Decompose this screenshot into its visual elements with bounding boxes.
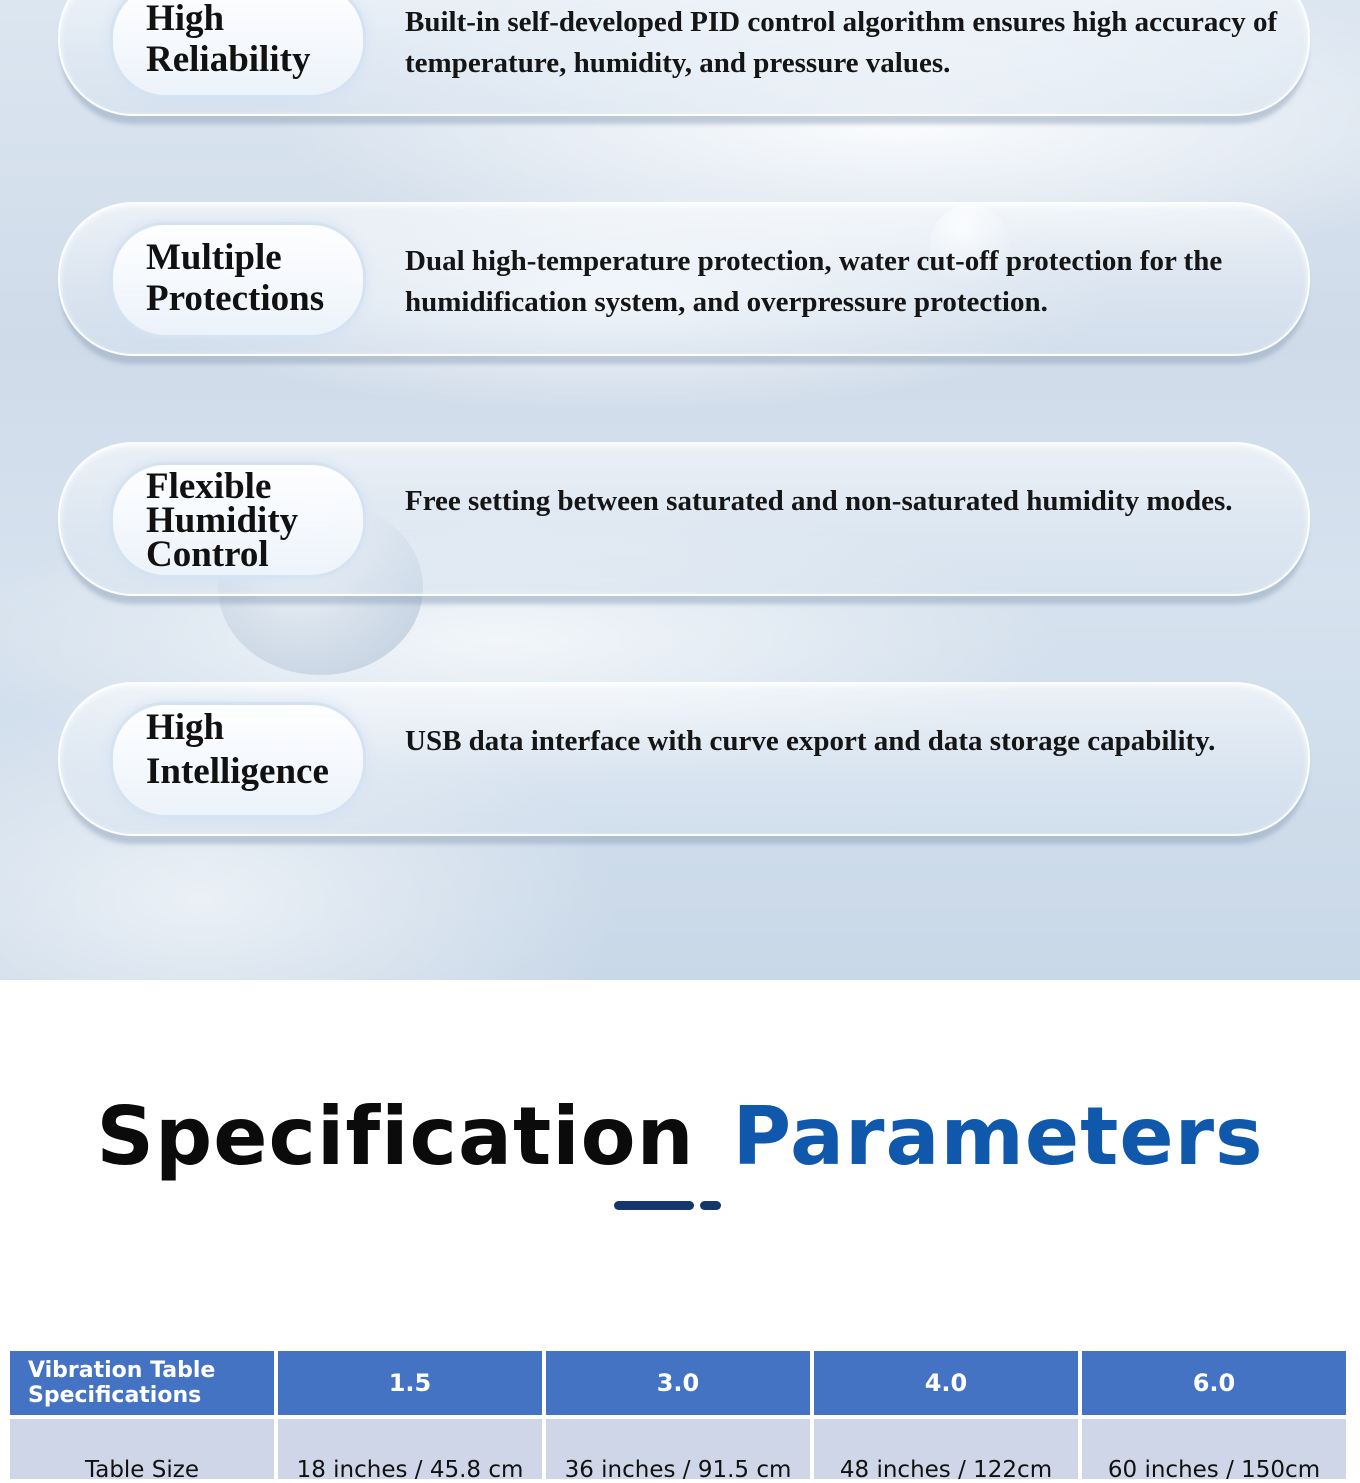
section-heading bbox=[0, 1090, 1360, 1183]
spec-header-cell: 6.0 bbox=[1082, 1351, 1346, 1415]
feature-description: Built-in self-developed PID control algorithm ensures high accuracy of temperature, humidity, and pressure values. bbox=[405, 6, 1278, 79]
spec-cell bbox=[1082, 1419, 1346, 1483]
feature-title-line: High bbox=[146, 0, 225, 39]
feature-title-line: High bbox=[146, 707, 225, 748]
feature-card-multiple-protections bbox=[58, 202, 1310, 356]
feature-title-line: Protections bbox=[146, 278, 325, 319]
heading-word-specification: Specification bbox=[96, 1090, 695, 1183]
spec-table bbox=[6, 1347, 1350, 1483]
heading-divider-long bbox=[614, 1201, 694, 1210]
feature-title bbox=[146, 706, 329, 794]
spec-header-cell: 3.0 bbox=[546, 1351, 810, 1415]
feature-description: Dual high-temperature protection, water cut-off protection for the humidification system, and overpressure protection. bbox=[405, 245, 1223, 318]
spec-cell-text: 60 inches / 150cm bbox=[1107, 1457, 1321, 1483]
heading-word-parameters: Parameters bbox=[732, 1090, 1264, 1183]
feature-title bbox=[146, 237, 324, 319]
spec-header-cell: 4.0 bbox=[814, 1351, 1078, 1415]
feature-title bbox=[146, 466, 299, 575]
table-row bbox=[10, 1419, 1346, 1479]
spec-cell-text: 18 inches / 45.8 cm bbox=[296, 1457, 524, 1483]
spec-cell bbox=[814, 1419, 1078, 1483]
spec-cell bbox=[278, 1419, 542, 1483]
feature-title-line: Reliability bbox=[146, 39, 311, 80]
feature-card-flexible-humidity-control bbox=[58, 442, 1310, 596]
feature-title-line: Multiple bbox=[146, 237, 282, 278]
spec-cell bbox=[546, 1419, 810, 1483]
feature-description: Free setting between saturated and non-saturated humidity modes. bbox=[405, 485, 1233, 517]
feature-title-line: Flexible bbox=[146, 466, 272, 507]
feature-title-line: Humidity bbox=[146, 500, 299, 541]
feature-title-line: Intelligence bbox=[146, 751, 329, 792]
feature-card-high-reliability bbox=[58, 0, 1310, 116]
feature-title bbox=[146, 0, 310, 80]
feature-card-high-intelligence bbox=[58, 682, 1310, 836]
spec-header-cell: Vibration Table Specifications bbox=[10, 1351, 274, 1415]
spec-cell-text: 48 inches / 122cm bbox=[839, 1457, 1053, 1483]
spec-row-label bbox=[10, 1419, 274, 1483]
spec-cell-text: 36 inches / 91.5 cm bbox=[564, 1457, 792, 1483]
feature-title-line: Control bbox=[146, 534, 269, 575]
feature-description: USB data interface with curve export and data storage capability. bbox=[405, 725, 1216, 757]
spec-table-header-row bbox=[10, 1351, 1346, 1415]
heading-divider-short bbox=[700, 1201, 721, 1210]
spec-header-cell: 1.5 bbox=[278, 1351, 542, 1415]
spec-cell-text: Table Size bbox=[84, 1457, 199, 1483]
